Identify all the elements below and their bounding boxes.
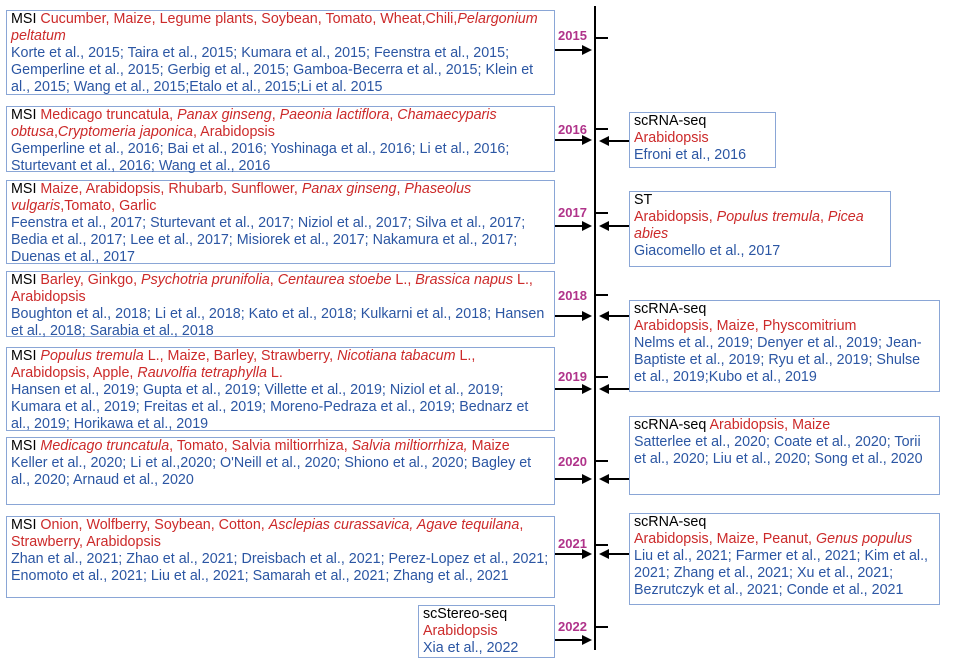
reference-list: Gemperline et al., 2016; Bai et al., 2016; Yoshinaga et al., 2016; Li et al., 2016; Sturtevant et al., 2016; Wang et al., 2016 [11, 141, 510, 174]
reference-list: Boughton et al., 2018; Li et al., 2018; Kato et al., 2018; Kulkarni et al., 2018; Hansen et al., 2018; Sarabia et al., 2018 [11, 306, 545, 339]
technique-label: scStereo-seq [423, 606, 508, 622]
species-list [11, 11, 538, 44]
technique-label: MSI [11, 272, 37, 288]
arrow-head [599, 311, 609, 321]
species-name-italic: Panax ginseng [177, 107, 272, 123]
technique-label: MSI [11, 348, 37, 364]
technique-label: scRNA-seq [634, 301, 707, 317]
species-list [634, 130, 709, 146]
msi-box-2017 [6, 180, 555, 264]
year-label-2022: 2022 [558, 619, 587, 634]
scrnaseq-box-2016 [629, 112, 776, 168]
technique-label: MSI [11, 11, 37, 27]
species-name-italic: Asclepias curassavica, Agave tequilana [268, 517, 520, 533]
arrow-head [599, 221, 609, 231]
species-list [36, 438, 509, 454]
species-name: Maize [467, 438, 510, 454]
species-name-italic: Chamaecyparis obtusa [11, 107, 497, 140]
species-name: Arabidopsis, [634, 209, 717, 225]
species-name: L., [391, 272, 416, 288]
year-label-2016: 2016 [558, 122, 587, 137]
species-name-italic: Populus tremula [716, 209, 820, 225]
arrow-head [599, 136, 609, 146]
species-name: Medicago truncatula, [36, 107, 178, 123]
species-name-italic: Paeonia lactiflora [279, 107, 390, 123]
species-name: L., Maize, Barley, Strawberry, [143, 348, 338, 364]
species-name: , [269, 272, 278, 288]
scstereo-box-2022 [418, 605, 555, 658]
species-name-italic: Phaseolus vulgaris [11, 181, 472, 214]
reference-list: Zhan et al., 2021; Zhao et al., 2021; Dreisbach et al., 2021; Perez-Lopez et al., 2021; Enomoto et al., 2021; Liu et al., 2021; Samarah et al., 2021; Zhang et al., 2021 [11, 551, 549, 584]
year-label-2015: 2015 [558, 28, 587, 43]
reference-list: Keller et al., 2020; Li et al.,2020; O'Neill et al., 2020; Shiono et al., 2020; Bagley et al., 2020; Arnaud et al., 2020 [11, 455, 532, 488]
arrow-head [599, 474, 609, 484]
species-name: , [271, 107, 280, 123]
species-list [11, 348, 475, 381]
st-box-2017 [629, 191, 891, 267]
species-name: Arabidopsis, Maize [706, 417, 831, 433]
arrow-head [582, 311, 592, 321]
msi-box-2019 [6, 347, 555, 431]
scrnaseq-box-2020 [629, 416, 940, 495]
species-list [11, 181, 471, 214]
technique-label: ST [634, 192, 653, 208]
species-list [634, 531, 912, 547]
species-name: , [389, 107, 398, 123]
species-name-italic: Genus populus [816, 531, 913, 547]
year-label-2020: 2020 [558, 454, 587, 469]
technique-label: scRNA-seq [634, 514, 707, 530]
reference-list: Satterlee et al., 2020; Coate et al., 2020; Torii et al., 2020; Liu et al., 2020; Song et al., 2020 [634, 434, 923, 467]
species-name-italic: Psychotria prunifolia [141, 272, 270, 288]
species-name: L. [266, 365, 283, 381]
species-name-italic: Nicotiana tabacum [337, 348, 456, 364]
species-name: , [819, 209, 828, 225]
species-name: ,Tomato, Garlic [60, 198, 157, 214]
arrow-head [582, 384, 592, 394]
species-name-italic: Rauvolfia tetraphylla [137, 365, 267, 381]
species-name-italic: Medicago truncatula [40, 438, 170, 454]
species-name: Cucumber, Maize, Legume plants, Soybean, Tomato, Wheat,Chili, [36, 11, 458, 27]
species-name: Arabidopsis [634, 130, 709, 146]
species-name: , Arabidopsis [193, 124, 275, 140]
species-name: Maize, Arabidopsis, Rhubarb, Sunflower, [36, 181, 302, 197]
species-name-italic: Centaurea stoebe [277, 272, 392, 288]
reference-list: Efroni et al., 2016 [634, 147, 747, 163]
arrow-head [582, 635, 592, 645]
species-name: , Strawberry, Arabidopsis [11, 517, 524, 550]
reference-list: Xia et al., 2022 [423, 640, 519, 656]
arrow-head [599, 384, 609, 394]
reference-list: Feenstra et al., 2017; Sturtevant et al., 2017; Niziol et al., 2017; Silva et al., 2017; Bedia et al., 2017; Lee et al., 2017; Misiorek et al., 2017; Nakamura et al., 2017; Duenas et al., 2017 [11, 215, 526, 265]
arrow-head [599, 549, 609, 559]
msi-box-2016 [6, 106, 555, 172]
species-name: , Tomato, Salvia miltiorrhiza, [169, 438, 352, 454]
year-label-2017: 2017 [558, 205, 587, 220]
reference-list: Hansen et al., 2019; Gupta et al., 2019; Villette et al., 2019; Niziol et al., 2019; Kumara et al., 2019; Freitas et al., 2019; Moreno-Pedraza et al., 2019; Bednarz et al., 2019; Horikawa et al., 2019 [11, 382, 529, 432]
technique-label: MSI [11, 517, 37, 533]
reference-list: Nelms et al., 2019; Denyer et al., 2019; Jean-Baptiste et al., 2019; Ryu et al., 2019; Shulse et al., 2019;Kubo et al., 2019 [634, 335, 922, 385]
species-list [634, 318, 856, 334]
species-list [634, 209, 864, 242]
reference-list: Liu et al., 2021; Farmer et al., 2021; Kim et al., 2021; Zhang et al., 2021; Xu et al., 2021; Bezrutczyk et al., 2021; Conde et al., 2021 [634, 548, 929, 598]
species-name-italic: Panax ginseng [301, 181, 397, 197]
technique-label: scRNA-seq [634, 113, 707, 129]
technique-label: MSI [11, 107, 37, 123]
msi-box-2020 [6, 437, 555, 505]
species-list [706, 417, 830, 433]
arrow-head [582, 221, 592, 231]
year-label-2021: 2021 [558, 536, 587, 551]
species-name-italic: Picea abies [634, 209, 864, 242]
species-name: Arabidopsis, Maize, Peanut, [634, 531, 816, 547]
year-label-2019: 2019 [558, 369, 587, 384]
species-name: L., Arabidopsis [11, 272, 533, 305]
species-name-italic: Salvia miltiorrhiza, [351, 438, 468, 454]
species-list [11, 517, 523, 550]
species-name: , [53, 124, 58, 140]
species-name-italic: Pelargonium peltatum [11, 11, 538, 44]
year-label-2018: 2018 [558, 288, 587, 303]
species-list [11, 107, 497, 140]
technique-label: MSI [11, 181, 37, 197]
species-name-italic: Brassica napus [415, 272, 514, 288]
arrow-head [582, 45, 592, 55]
species-name: L., Arabidopsis, Apple, [11, 348, 476, 381]
species-list [11, 272, 533, 305]
scrnaseq-box-2021 [629, 513, 940, 605]
species-name: Barley, Ginkgo, [36, 272, 142, 288]
msi-box-2021 [6, 516, 555, 598]
msi-box-2015 [6, 10, 555, 95]
species-name: , [396, 181, 405, 197]
technique-label: scRNA-seq [634, 417, 707, 433]
scrnaseq-box-2019 [629, 300, 940, 392]
reference-list: Korte et al., 2015; Taira et al., 2015; Kumara et al., 2015; Feenstra et al., 2015; Gemperline et al., 2015; Gerbig et al., 2015; Gamboa-Becerra et al., 2015; Klein et al., 2015; Wang et al., 2015;Etalo et al., 2015;Li et al. 2015 [11, 45, 534, 95]
arrow-head [582, 474, 592, 484]
technique-label: MSI [11, 438, 37, 454]
msi-box-2018 [6, 271, 555, 337]
species-name-italic: Cryptomeria japonica [57, 124, 194, 140]
species-list [423, 623, 498, 639]
species-name: Arabidopsis, Maize, Physcomitrium [634, 318, 857, 334]
species-name: Onion, Wolfberry, Soybean, Cotton, [36, 517, 269, 533]
species-name: Arabidopsis [423, 623, 498, 639]
reference-list: Giacomello et al., 2017 [634, 243, 781, 259]
species-name-italic: Populus tremula [40, 348, 144, 364]
